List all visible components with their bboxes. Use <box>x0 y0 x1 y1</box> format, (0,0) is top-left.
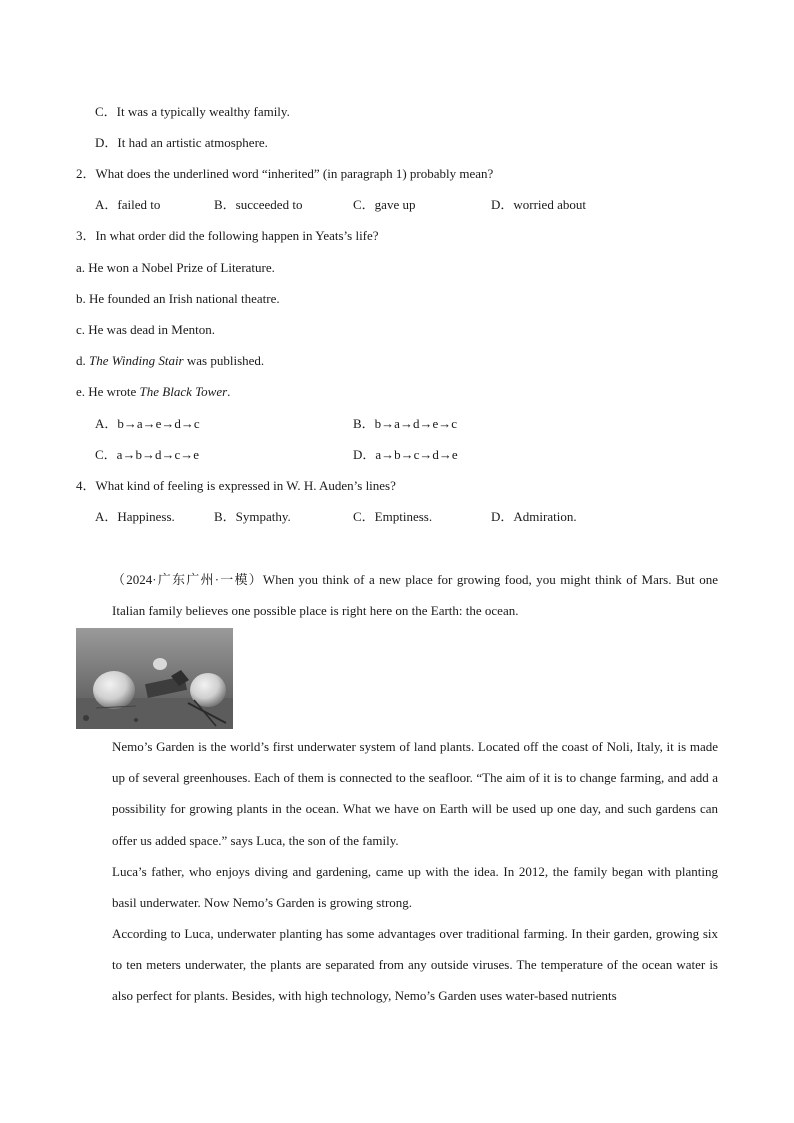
q4-option-a[interactable]: A．Happiness. <box>95 509 175 524</box>
q2-option-c[interactable]: C．gave up <box>353 197 416 212</box>
q4-stem: 4．What kind of feeling is expressed in W. H. Auden’s lines? <box>76 478 396 493</box>
passage-paragraph-1 <box>76 731 718 856</box>
passage-paragraph-3-text: According to Luca, underwater planting has some advantages over traditional farming. In their garden, growing six to ten meters underwater, the plants are separated from any outside viruses. The temperature of the ocean water is also perfect for plants. Besides, with high technology, Nemo’s Garden uses water-based nutrients <box>112 926 718 1004</box>
q4-option-c[interactable]: C．Emptiness. <box>353 509 433 524</box>
q4-option-b[interactable]: B．Sympathy. <box>214 509 291 524</box>
q3-event-a: a. He won a Nobel Prize of Literature. <box>76 260 275 275</box>
q3-option-d[interactable]: D．a→b→c→d→e <box>353 447 458 462</box>
greenhouse-dome-left <box>93 671 135 709</box>
q4-option-d[interactable]: D．Admiration. <box>491 509 577 524</box>
q3-event-d: d. The Winding Stair was published. <box>76 353 265 368</box>
passage-paragraph-2-text: Luca’s father, who enjoys diving and gardening, came up with the idea. In 2012, the family began with planting basil underwater. Now Nemo’s Garden is growing strong. <box>112 864 718 911</box>
passage-paragraph-3 <box>76 918 718 1012</box>
q2-option-d[interactable]: D．worried about <box>491 197 586 212</box>
q3-event-d-rest: was published. <box>183 353 265 368</box>
q3-option-b[interactable]: B．b→a→d→e→c <box>353 416 457 431</box>
passage-intro-text: （2024·广东广州·一模）When you think of a new place for growing food, you might think of Mars. But one Italian family believes one possible place is right here on the Earth: the ocean. <box>112 572 718 619</box>
q3-event-e <box>76 384 230 400</box>
passage-intro <box>76 564 718 626</box>
underwater-scene-illustration <box>76 628 233 729</box>
q3-event-e-post: . <box>227 384 231 399</box>
q1-option-d[interactable]: D．It had an artistic atmosphere. <box>95 135 268 150</box>
passage-paragraph-2 <box>76 856 718 918</box>
passage-paragraph-1-text: Nemo’s Garden is the world’s first underwater system of land plants. Located off the coast of Noli, Italy, it is made up of several greenhouses. Each of them is connected to the seafloor. “The aim of it is to change farming, and add a possibility for growing plants in the ocean. What we have on Earth will be used up one day, and such gardens can offer us added space.” says Luca, the son of the family. <box>112 739 718 848</box>
underwater-garden-photo <box>76 628 233 729</box>
q3-stem: 3．In what order did the following happen in Yeats’s life? <box>76 228 379 243</box>
q3-option-a[interactable]: A．b→a→e→d→c <box>95 416 200 431</box>
q2-stem: 2．What does the underlined word “inherited” (in paragraph 1) probably mean? <box>76 166 494 181</box>
q2-option-b[interactable]: B．succeeded to <box>214 197 303 212</box>
q3-event-c: c. He was dead in Menton. <box>76 322 215 337</box>
q1-option-c[interactable]: C．It was a typically wealthy family. <box>95 104 290 119</box>
q3-event-e-pre: e. He wrote <box>76 384 140 399</box>
book-title-black-tower: The Black Tower <box>139 384 228 399</box>
book-title-winding-stair: The Winding Stair <box>89 353 184 368</box>
q3-event-b: b. He founded an Irish national theatre. <box>76 291 280 306</box>
q3-option-c[interactable]: C．a→b→d→c→e <box>95 447 199 462</box>
q2-option-a[interactable]: A．failed to <box>95 197 161 212</box>
